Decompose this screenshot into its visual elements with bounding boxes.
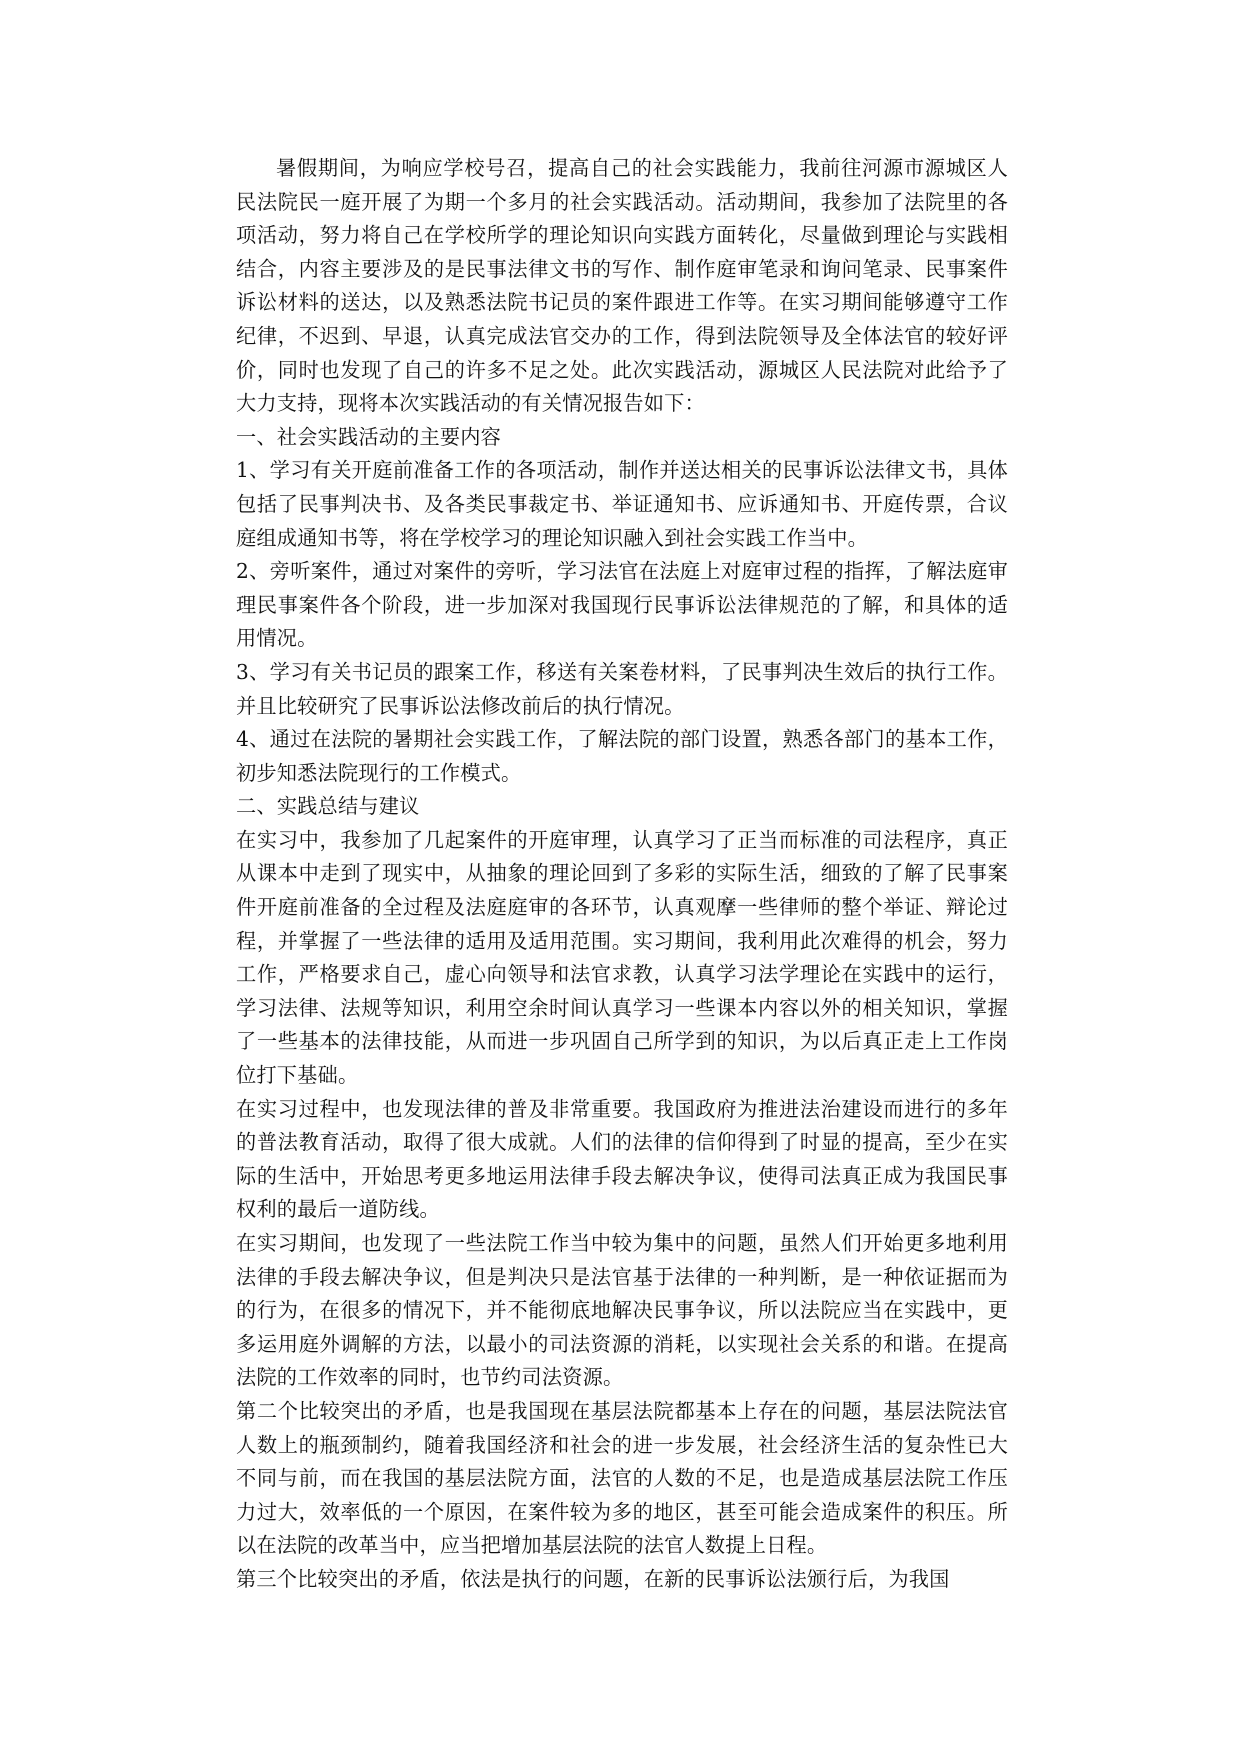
- list-item-4: 4、通过在法院的暑期社会实践工作，了解法院的部门设置，熟悉各部门的基本工作，初步知悉法院现行的工作模式。: [236, 727, 1008, 785]
- intro-paragraph: 暑假期间，为响应学校号召，提高自己的社会实践能力，我前往河源市源城区人民法院民一庭开展了为期一个多月的社会实践活动。活动期间，我参加了法院里的各项活动，努力将自己在学校所学的理论知识向实践方面转化，尽量做到理论与实践相结合，内容主要涉及的是民事法律文书的写作、制作庭审笔录和询问笔录、民事案件诉讼材料的送达，以及熟悉法院书记员的案件跟进工作等。在实习期间能够遵守工作纪律，不迟到、早退，认真完成法官交办的工作，得到法院领导及全体法官的较好评价，同时也发现了自己的许多不足之处。此次实践活动，源城区人民法院对此给予了大力支持，现将本次实践活动的有关情况报告如下：: [236, 156, 1008, 416]
- list-item-3: 3、学习有关书记员的跟案工作，移送有关案卷材料，了民事判决生效后的执行工作。并且比较研究了民事诉讼法修改前后的执行情况。: [236, 659, 1008, 718]
- document-page: [236, 152, 1008, 1597]
- body-paragraph-2: 在实习过程中，也发现法律的普及非常重要。我国政府为推进法治建设而进行的多年的普法教育活动，取得了很大成就。人们的法律的信仰得到了时显的提高，至少在实际的生活中，开始思考更多地运用法律手段去解决争议，使得司法真正成为我国民事权利的最后一道防线。: [236, 1096, 1008, 1222]
- section-heading-1: 一、社会实践活动的主要内容: [236, 424, 502, 449]
- section-heading-2: 二、实践总结与建议: [236, 794, 420, 819]
- body-paragraph-1: 在实习中，我参加了几起案件的开庭审理，认真学习了正当而标准的司法程序，真正从课本中走到了现实中，从抽象的理论回到了多彩的实际生活，细致的了解了民事案件开庭前准备的全过程及法庭庭审的各环节，认真观摩一些律师的整个举证、辩论过程，并掌握了一些法律的适用及适用范围。实习期间，我利用此次难得的机会，努力工作，严格要求自己，虚心向领导和法官求教，认真学习法学理论在实践中的运行，学习法律、法规等知识，利用空余时间认真学习一些课本内容以外的相关知识，掌握了一些基本的法律技能，从而进一步巩固自己所学到的知识，为以后真正走上工作岗位打下基础。: [236, 827, 1008, 1088]
- body-paragraph-5: 第三个比较突出的矛盾，依法是执行的问题，在新的民事诉讼法颁行后，为我国: [236, 1566, 950, 1591]
- list-item-1: 1、学习有关开庭前准备工作的各项活动，制作并送达相关的民事诉讼法律文书，具体包括了民事判决书、及各类民事裁定书、举证通知书、应诉通知书、开庭传票，合议庭组成通知书等，将在学校学习的理论知识融入到社会实践工作当中。: [236, 458, 1008, 550]
- body-paragraph-3: 在实习期间，也发现了一些法院工作当中较为集中的问题，虽然人们开始更多地利用法律的手段去解决争议，但是判决只是法官基于法律的一种判断，是一种依证据而为的行为，在很多的情况下，并不能彻底地解决民事争议，所以法院应当在实践中，更多运用庭外调解的方法，以最小的司法资源的消耗，以实现社会关系的和谐。在提高法院的工作效率的同时，也节约司法资源。: [236, 1231, 1008, 1390]
- body-paragraph-4: 第二个比较突出的矛盾，也是我国现在基层法院都基本上存在的问题，基层法院法官人数上的瓶颈制约，随着我国经济和社会的进一步发展，社会经济生活的复杂性已大不同与前，而在我国的基层法院方面，法官的人数的不足，也是造成基层法院工作压力过大，效率低的一个原因，在案件较为多的地区，甚至可能会造成案件的积压。所以在法院的改革当中，应当把增加基层法院的法官人数提上日程。: [236, 1398, 1008, 1558]
- list-item-2: 2、旁听案件，通过对案件的旁听，学习法官在法庭上对庭审过程的指挥，了解法庭审理民事案件各个阶段，进一步加深对我国现行民事诉讼法律规范的了解，和具体的适用情况。: [236, 559, 1008, 651]
